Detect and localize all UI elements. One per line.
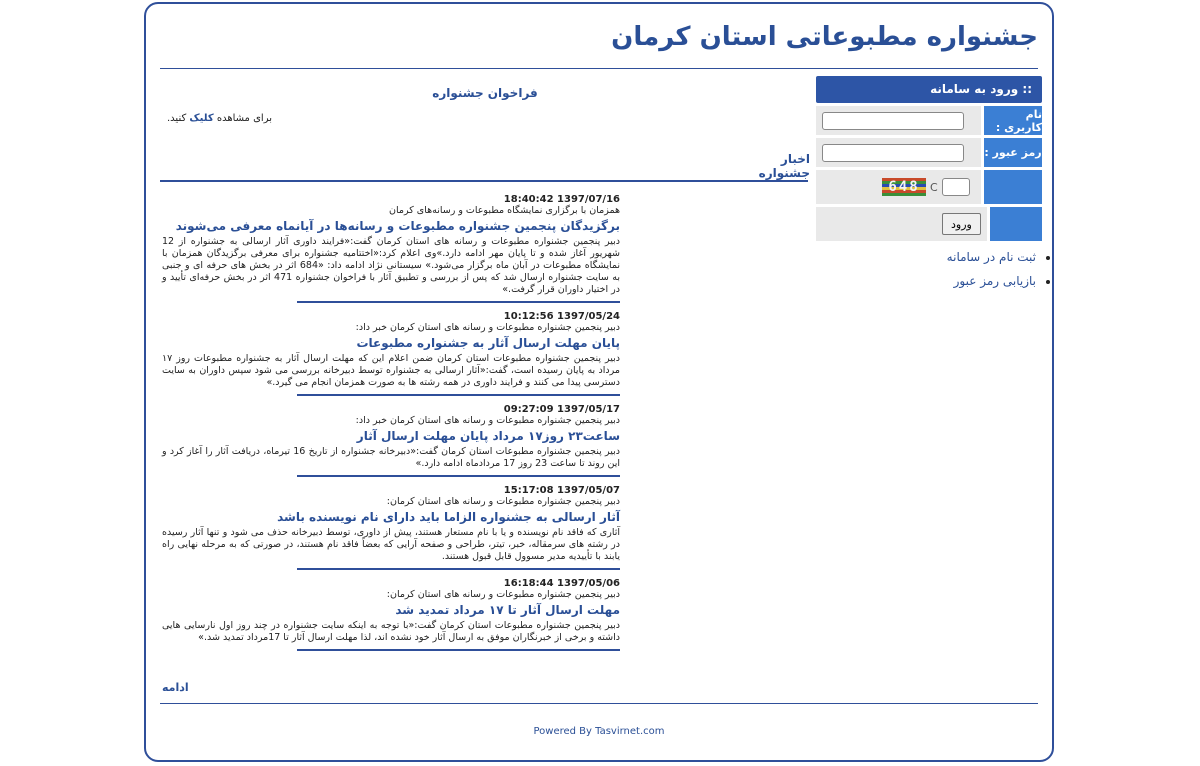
list-item: [826, 250, 1036, 264]
news-source: دبیر پنجمین جشنواره مطبوعات و رسانه های استان کرمان:: [386, 589, 620, 600]
news-item: [162, 404, 620, 477]
call-click-link[interactable]: کلیک: [189, 113, 214, 124]
captcha-image: [882, 178, 926, 196]
news-title-link[interactable]: ساعت۲۳ روز۱۷ مرداد پایان مهلت ارسال آثار: [356, 429, 620, 443]
password-input[interactable]: [822, 144, 964, 162]
news-body: آثاری که فاقد نام نویسنده و یا با نام مستعار هستند، پیش از داوری، توسط دبیرخانه حذف می شود و تنها آثار رسیده در رشته های سرمقاله، خبر، تیتر، طراحی و صفحه آرایی که بعضاً فاقد نام هستند، در صورتی که به مرحله نهایی راه یابند با تأییدیه مدیر مسوول قابل قبول هستند.: [162, 527, 620, 562]
call-text: [160, 113, 272, 124]
news-title-link[interactable]: برگزیدگان پنجمین جشنواره مطبوعات و رسانه‌ها در آیانماه معرفی می‌شوند: [175, 219, 620, 233]
news-item-divider: [297, 301, 620, 303]
captcha-text: 648: [888, 179, 920, 195]
side-links: [826, 250, 1054, 298]
news-divider: [160, 180, 808, 182]
news-body: دبیر پنجمین جشنواره مطبوعات استان کرمان گفت:«دبیرخانه جشنواره از تاریخ 16 تیرماه، دریافت آثار را آغاز کرد و این روند تا ساعت 23 روز 17 مردادماه ادامه دارد.»: [162, 446, 621, 469]
news-body: دبیر پنجمین جشنواره مطبوعات و رسانه های استان کرمان گفت:«فرایند داوری آثار ارسالی به جشنواره از 12 شهریور آغاز شده و تا پایان مهر ادامه دارد.»وی اعلام کرد:«اختتامیه جشنواره برای معرفی برگزیدگان همزمان با نمایشگاه مطبوعات در آبان ماه برگزار می‌شود.» سیستانی نژاد ادامه داد: «684 اثر در بخش های حرفه ای و جنبی به سایت جشنواره ارسال شد که پس از بررسی و تطبیق آثار با فراخوان جشنواره 471 اثر در بخش حرفه‌ای تأیید و در اختیار داوران قرار گرفت.»: [162, 236, 620, 295]
news-title-link[interactable]: آثار ارسالی به جشنواره الزاما باید دارای نام نویسنده باشد: [277, 510, 620, 524]
news-list: [162, 194, 620, 659]
login-button[interactable]: ورود: [942, 213, 981, 235]
more-link[interactable]: ادامه: [162, 681, 189, 694]
login-panel: [816, 76, 1042, 241]
news-title-link[interactable]: پایان مهلت ارسال آثار به جشنواره مطبوعات: [356, 336, 620, 350]
captcha-ref-label: C: [930, 180, 938, 194]
username-label: نام کاربری :: [984, 106, 1042, 135]
site-title: جشنواره مطبوعاتی استان کرمان: [611, 22, 1038, 52]
news-title-link[interactable]: مهلت ارسال آثار تا ۱۷ مرداد تمدید شد: [395, 603, 620, 617]
news-source: همزمان با برگزاری نمایشگاه مطبوعات و رسانه‌های کرمان: [389, 205, 620, 216]
news-source: دبیر پنجمین جشنواره مطبوعات و رسانه های استان کرمان خبر داد:: [355, 415, 620, 426]
captcha-group: [882, 178, 970, 196]
register-link[interactable]: ثبت نام در سامانه: [946, 250, 1036, 264]
news-item: [162, 485, 620, 570]
username-field-wrap: [816, 106, 981, 135]
submit-row-label: [990, 207, 1042, 241]
captcha-row: [816, 170, 1042, 204]
news-heading: اخبار جشنواره: [758, 152, 810, 180]
password-label: رمز عبور :: [984, 138, 1042, 167]
news-date: 1397/07/16 18:40:42: [503, 194, 620, 205]
captcha-label: [984, 170, 1042, 204]
news-source: دبیر پنجمین جشنواره مطبوعات و رسانه های استان کرمان:: [386, 496, 620, 507]
news-body: دبیر پنجمین جشنواره مطبوعات استان کرمان گفت:«با توجه به اینکه سایت جشنواره در چند روز اول نارسایی هایی داشته و برخی از خبرنگاران موفق به ارسال آثار خود نشده اند، لذا مهلت ارسال آثار تا 17مرداد تمدید شد.»: [162, 620, 620, 643]
footer-credit: Powered By Tasvirnet.com: [533, 726, 665, 737]
submit-row: [816, 207, 1042, 241]
news-date: 1397/05/24 10:12:56: [503, 311, 620, 322]
recover-password-link[interactable]: بازیابی رمز عبور: [953, 274, 1036, 288]
news-item: [162, 194, 620, 303]
news-item-divider: [297, 475, 620, 477]
news-source: دبیر پنجمین جشنواره مطبوعات و رسانه های استان کرمان خبر داد:: [355, 322, 620, 333]
news-item: [162, 578, 620, 651]
username-input[interactable]: [822, 112, 964, 130]
captcha-field-wrap: [816, 170, 981, 204]
username-row: [816, 106, 1042, 135]
news-date: 1397/05/07 15:17:08: [503, 485, 620, 496]
password-row: [816, 138, 1042, 167]
news-item-divider: [297, 649, 620, 651]
list-item: [826, 274, 1036, 288]
captcha-input[interactable]: [942, 178, 970, 196]
title-divider: [160, 68, 1038, 69]
login-header: :: ورود به سامانه: [816, 76, 1042, 103]
news-body: دبیر پنجمین جشنواره مطبوعات استان کرمان ضمن اعلام این که مهلت ارسال آثار به جشنواره مطبوعات روز ۱۷ مرداد به پایان رسیده است، گفت:«آثار ارسالی به جشنواره توسط دبیرخانه بررسی می شود سپس داوران به سایت دسترسی پیدا می کنند و فرایند داوری در همه رشته ها به صورت همزمان انجام می گیرد.»: [162, 353, 620, 388]
footer-divider: [160, 703, 1038, 704]
call-text-before: برای مشاهده: [216, 113, 272, 124]
call-title: فراخوان جشنواره: [432, 86, 538, 100]
page-frame: [144, 2, 1054, 762]
submit-field-wrap: [816, 207, 987, 241]
call-text-after: کنید.: [167, 113, 187, 124]
news-item-divider: [297, 394, 620, 396]
password-field-wrap: [816, 138, 981, 167]
news-item: [162, 311, 620, 396]
news-date: 1397/05/06 16:18:44: [503, 578, 620, 589]
news-item-divider: [297, 568, 620, 570]
news-date: 1397/05/17 09:27:09: [503, 404, 620, 415]
main-content: [160, 76, 810, 694]
